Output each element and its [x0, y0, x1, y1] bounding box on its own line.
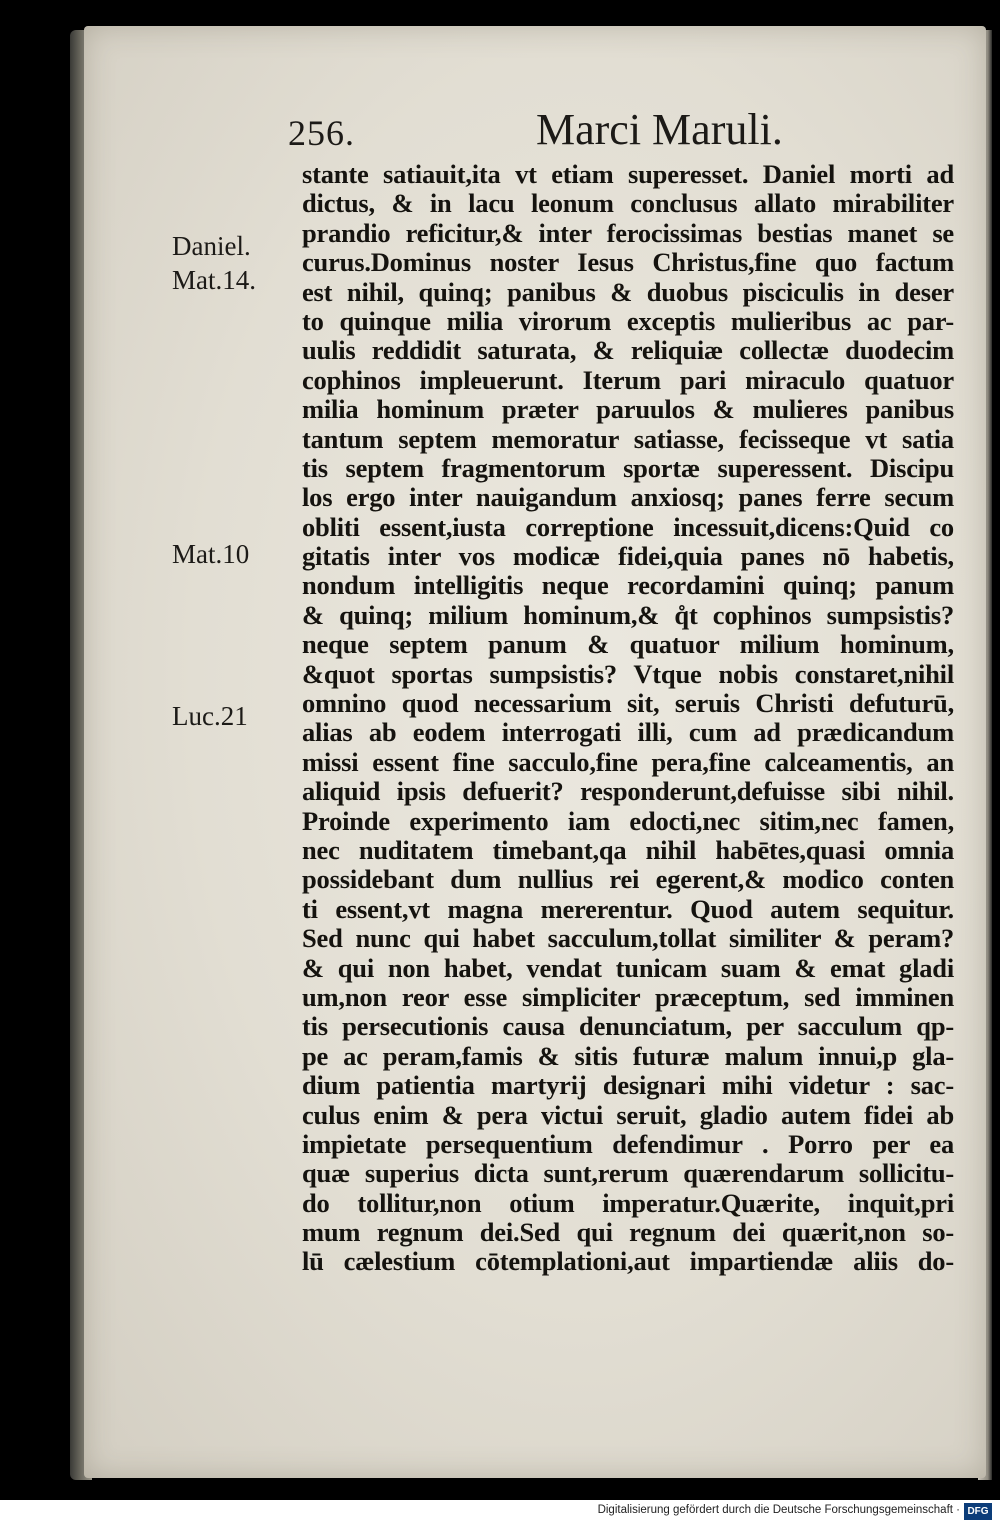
sidenote-luc21: Luc.21	[172, 701, 248, 731]
text-line: & quinq; milium hominum,& q̊t cophinos sumpsistis?	[302, 600, 954, 630]
text-line: impietate persequentium defendimur . Porro per ea	[302, 1129, 954, 1159]
text-line: & qui non habet, vendat tunicam suam & emat gladi	[302, 953, 954, 983]
text-line: alias ab eodem interrogati illi, cum ad prædicandum	[302, 718, 954, 748]
text-line: obliti essent,iusta correptione incessuit,dicens:Quid co	[302, 512, 954, 542]
text-line: culus enim & pera victui seruit, gladio autem fidei ab	[302, 1100, 954, 1130]
sidenote-mat10: Mat.10	[172, 539, 250, 569]
text-line: cophinos impleuerunt. Iterum pari miraculo quatuor	[302, 365, 954, 395]
text-line: possidebant dum nullius rei egerent,& modico conten	[302, 865, 954, 895]
text-line: to quinque milia virorum exceptis mulieribus ac par-	[302, 306, 954, 336]
text-line: prandio reficitur,& inter ferocissimas bestias manet se	[302, 218, 954, 248]
page-number: 256.	[288, 113, 355, 153]
text-line: mum regnum dei.Sed qui regnum dei quærit,non so-	[302, 1218, 954, 1248]
text-line: um,non reor esse simpliciter præceptum, sed imminen	[302, 982, 954, 1012]
text-line: nec nuditatem timebant,qa nihil habētes,quasi omnia	[302, 835, 954, 865]
text-line: dium patientia martyrij designari mihi videtur : sac-	[302, 1071, 954, 1101]
text-line: neque septem panum & quatuor milium hominum,	[302, 630, 954, 660]
text-line: aliquid ipsis defuerit? responderunt,defuisse sibi nihil.	[302, 777, 954, 807]
text-line: omnino quod necessarium sit, seruis Christi defuturū,	[302, 689, 954, 719]
text-line: tantum septem memoratur satiasse, fecisseque vt satia	[302, 424, 954, 454]
text-line: gitatis inter vos modicæ fidei,quia panes nō habetis,	[302, 542, 954, 572]
text-line: dictus, & in lacu leonum conclusus allato mirabiliter	[302, 189, 954, 219]
digitization-credit: Digitalisierung gefördert durch die Deutsche Forschungsgemeinschaft ·	[597, 1504, 960, 1516]
running-head	[288, 104, 808, 154]
text-line: curus.Dominus noster Iesus Christus,fine quo factum	[302, 248, 954, 278]
text-line: milia hominum præter paruulos & mulieres panibus	[302, 395, 954, 425]
text-line: ti essent,vt magna mererentur. Quod autem sequitur.	[302, 894, 954, 924]
text-line: nondum intelligitis neque recordamini quinq; panum	[302, 571, 954, 601]
text-line: missi essent fine sacculo,fine pera,fine calceamentis, an	[302, 747, 954, 777]
text-line: lū cælestium cōtemplationi,aut impartiendæ aliis do-	[302, 1247, 954, 1277]
text-line: &quot sportas sumpsistis? Vtque nobis constaret,nihil	[302, 659, 954, 689]
dfg-logo: DFG	[964, 1503, 992, 1520]
main-text-block	[302, 160, 954, 1277]
text-line: los ergo inter nauigandum anxiosq; panes ferre secum	[302, 483, 954, 513]
sidenote-mat14: Mat.14.	[172, 265, 256, 295]
text-line: tis persecutionis causa denunciatum, per sacculum qp-	[302, 1012, 954, 1042]
text-line: pe ac peram,famis & sitis futuræ malum innui,p gla-	[302, 1041, 954, 1071]
text-line: uulis reddidit saturata, & reliquiæ collectæ duodecim	[302, 336, 954, 366]
text-line: quæ superius dicta sunt,rerum quærendarum sollicitu-	[302, 1159, 954, 1189]
sidenote-daniel: Daniel.	[172, 231, 251, 261]
text-line: Proinde experimento iam edocti,nec sitim,nec famen,	[302, 806, 954, 836]
text-line: est nihil, quinq; panibus & duobus pisciculis in deser	[302, 277, 954, 307]
text-line: tis septem fragmentorum sportæ superessent. Discipu	[302, 453, 954, 483]
text-line: do tollitur,non otium imperatur.Quærite, inquit,pri	[302, 1188, 954, 1218]
text-line: Sed nunc qui habet sacculum,tollat similiter & peram?	[302, 924, 954, 954]
footer-bar	[0, 1500, 1000, 1524]
text-line: stante satiauit,ita vt etiam superesset. Daniel morti ad	[302, 160, 954, 189]
running-title: Marci Maruli.	[536, 105, 783, 154]
